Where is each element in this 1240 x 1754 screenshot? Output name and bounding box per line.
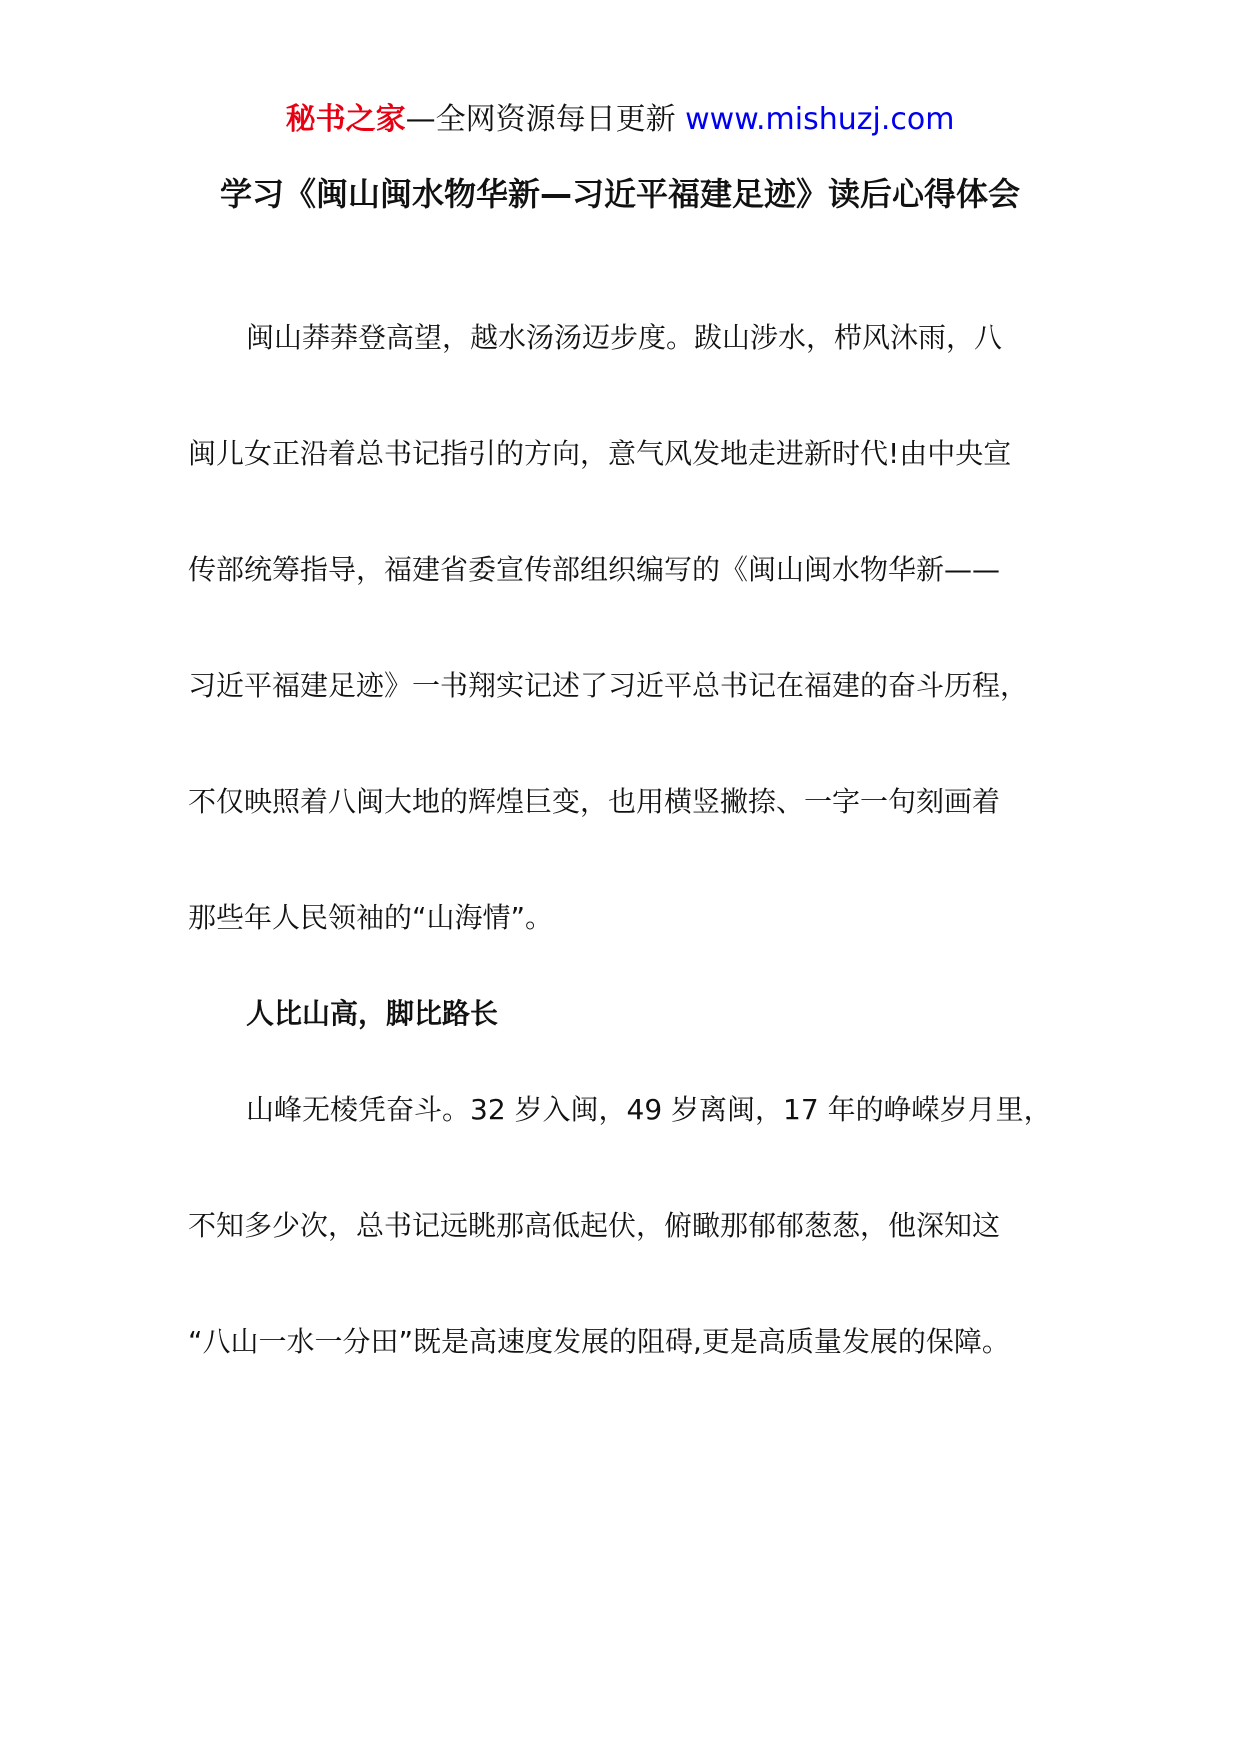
site-tagline: —全网资源每日更新 — [405, 102, 676, 137]
paragraph-line: 习近平福建足迹》一书翔实记述了习近平总书记在福建的奋斗历程， — [188, 669, 1029, 702]
site-url-link[interactable]: www.mishuzj.com — [685, 102, 955, 137]
section-heading: 人比山高，脚比路长 — [246, 997, 499, 1030]
paragraph-line: 山峰无棱凭奋斗。32 岁入闽，49 岁离闽，17 年的峥嵘岁月里， — [246, 1093, 1052, 1126]
paragraph-line: 不知多少次，总书记远眺那高低起伏，俯瞰那郁郁葱葱，他深知这 — [188, 1209, 1001, 1242]
site-header — [0, 100, 1240, 140]
paragraph-line: 传部统筹指导，福建省委宣传部组织编写的《闽山闽水物华新—— — [188, 553, 1001, 586]
brand-name: 秘书之家 — [285, 102, 406, 137]
document-title: 学习《闽山闽水物华新—习近平福建足迹》读后心得体会 — [219, 175, 1020, 213]
paragraph-line: 闽山莽莽登高望，越水汤汤迈步度。跋山涉水，栉风沐雨，八 — [246, 321, 1003, 354]
paragraph-line: 不仅映照着八闽大地的辉煌巨变，也用横竖撇捺、一字一句刻画着 — [188, 785, 1001, 818]
paragraph-line: 闽儿女正沿着总书记指引的方向，意气风发地走进新时代!由中央宣 — [188, 437, 1012, 470]
paragraph-line: 那些年人民领袖的“山海情”。 — [188, 901, 554, 934]
paragraph-line: “八山一水一分田”既是高速度发展的阻碍,更是高质量发展的保障。 — [188, 1325, 1010, 1358]
